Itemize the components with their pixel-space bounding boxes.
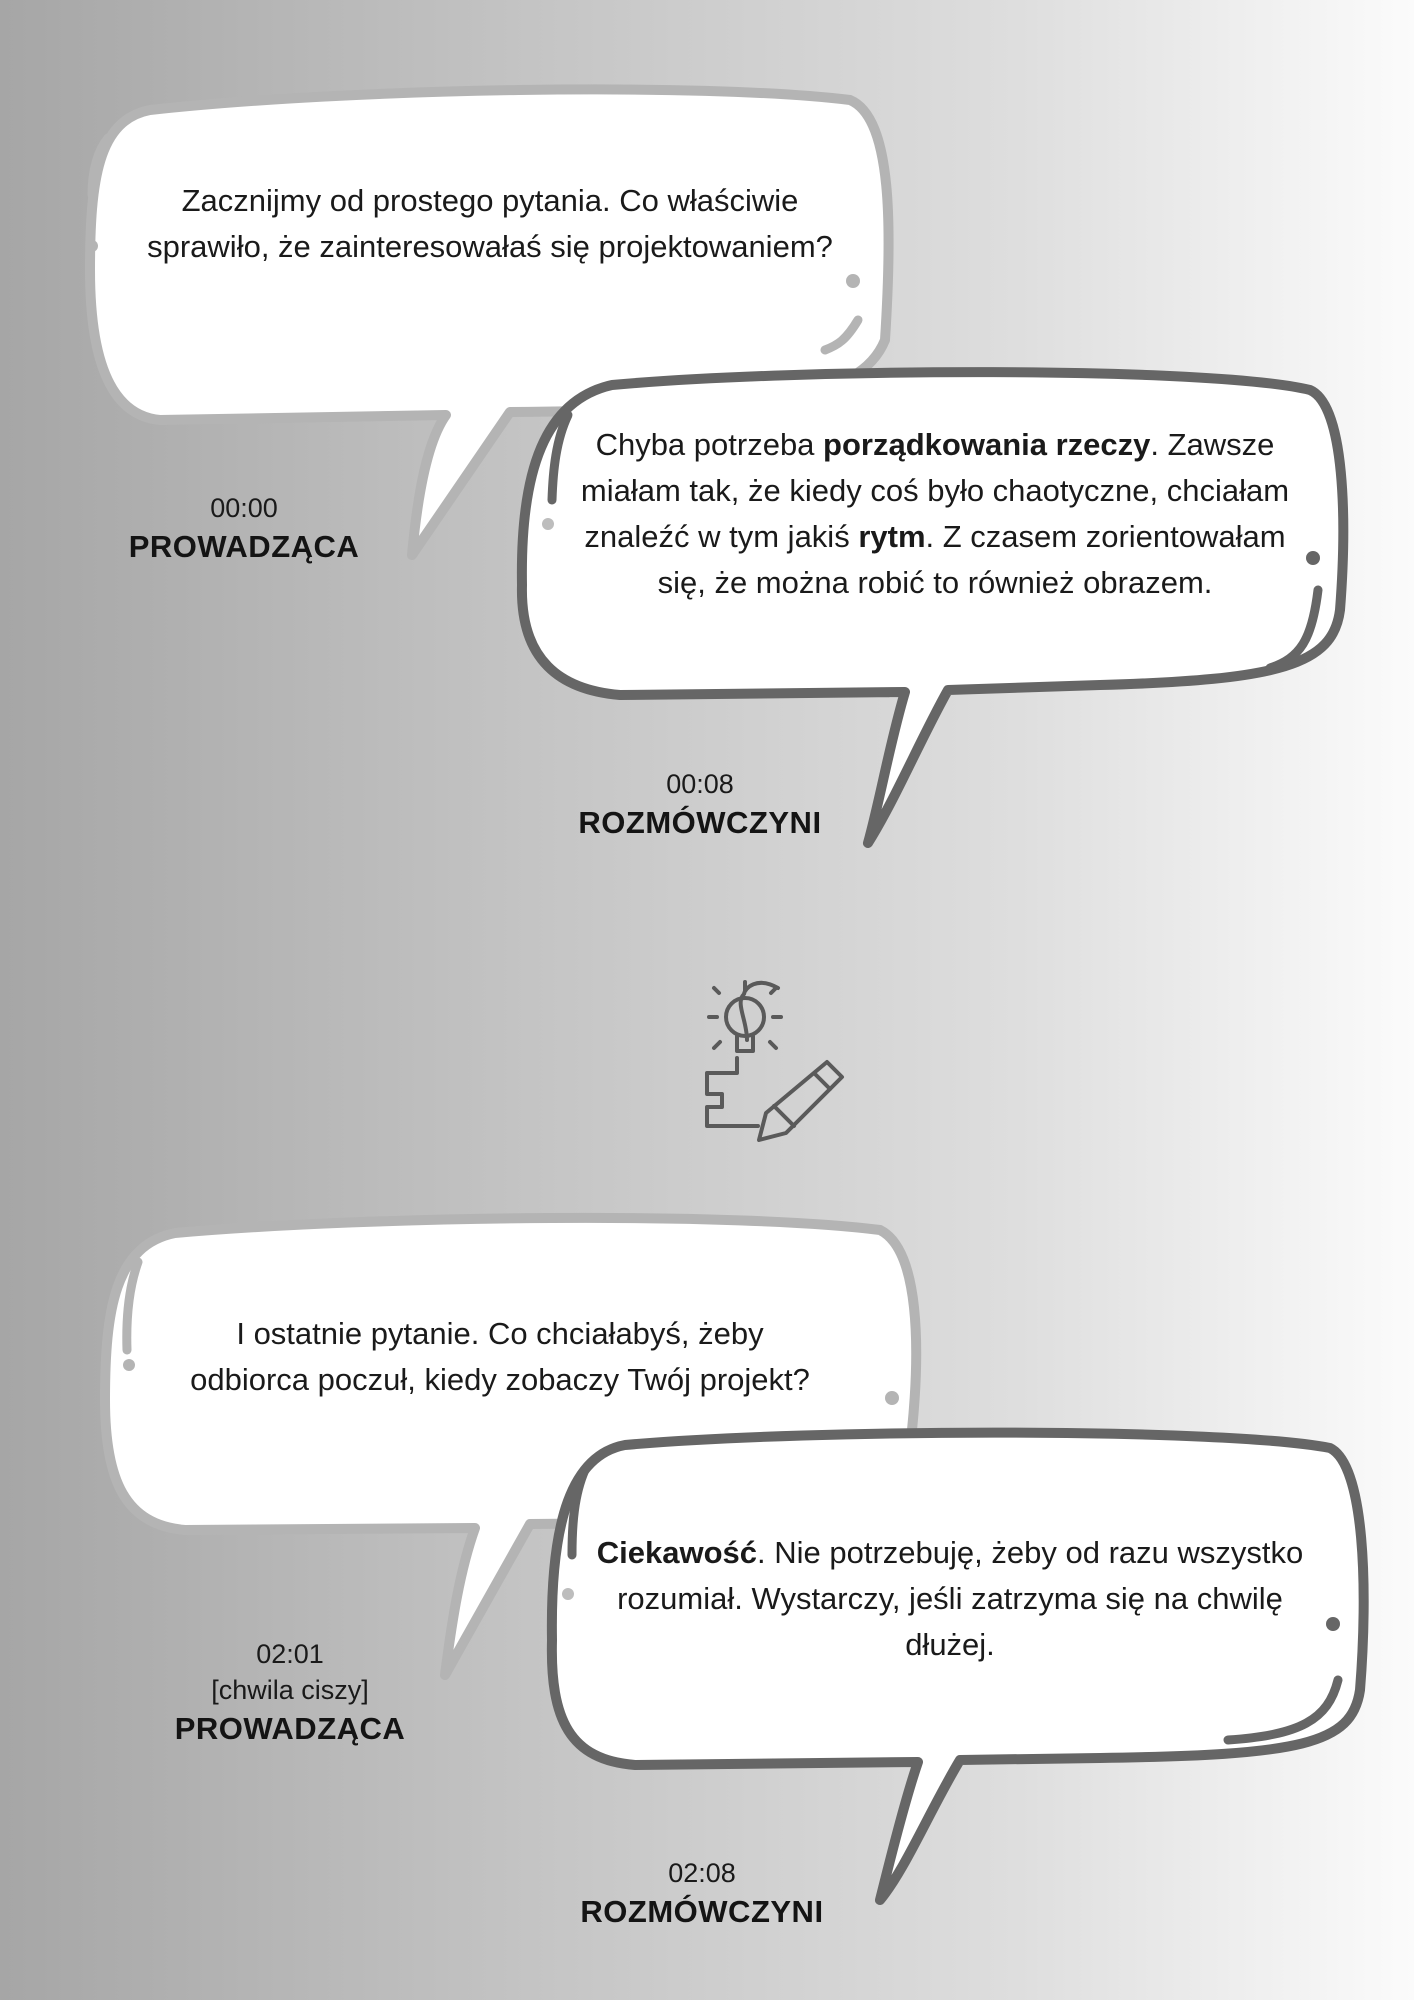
- host-question-1: Zacznijmy od prostego pytania. Co właściwie sprawiło, że zainteresowałaś się projektowaniem?: [147, 183, 833, 264]
- answer-text: . Zawsze miałam tak, że kiedy coś było chaotyczne, chciałam znaleźć w tym jakiś: [580, 427, 1290, 554]
- speaker-name: ROZMÓWCZYNI: [580, 1894, 824, 1929]
- stage-note: [chwila ciszy]: [211, 1675, 369, 1705]
- timestamp: 02:01: [256, 1639, 324, 1669]
- speaker-label-host-1: [94, 490, 394, 568]
- speaker-label-host-2: [120, 1636, 460, 1750]
- answer-text: . Nie potrzebuję, żeby od razu wszystko rozumiał. Wystarczy, jeśli zatrzyma się na chwilę dłużej.: [617, 1535, 1304, 1662]
- guest-answer-2: [580, 1530, 1320, 1668]
- answer-text: Chyba potrzeba: [595, 427, 824, 462]
- timestamp: 00:08: [666, 769, 734, 799]
- answer-text: . Z czasem zorientowałam się, że można robić to również obrazem.: [657, 519, 1286, 600]
- speaker-label-guest-2: [552, 1855, 852, 1933]
- speaker-name: PROWADZĄCA: [174, 1711, 406, 1746]
- guest-answer-1: [575, 422, 1295, 606]
- timestamp: 02:08: [668, 1858, 736, 1888]
- answer-emphasis: Ciekawość: [596, 1535, 758, 1570]
- answer-emphasis: porządkowania rzeczy: [823, 427, 1151, 462]
- answer-emphasis: rytm: [858, 519, 926, 554]
- lightbulb-pencil-icon: [707, 982, 842, 1140]
- timestamp: 00:00: [210, 493, 278, 523]
- speaker-name: ROZMÓWCZYNI: [578, 805, 822, 840]
- host-question-2: I ostatnie pytanie. Co chciałabyś, żeby odbiorca poczuł, kiedy zobaczy Twój projekt?: [190, 1316, 810, 1397]
- speaker-label-guest-1: [550, 766, 850, 844]
- speaker-name: PROWADZĄCA: [128, 529, 360, 564]
